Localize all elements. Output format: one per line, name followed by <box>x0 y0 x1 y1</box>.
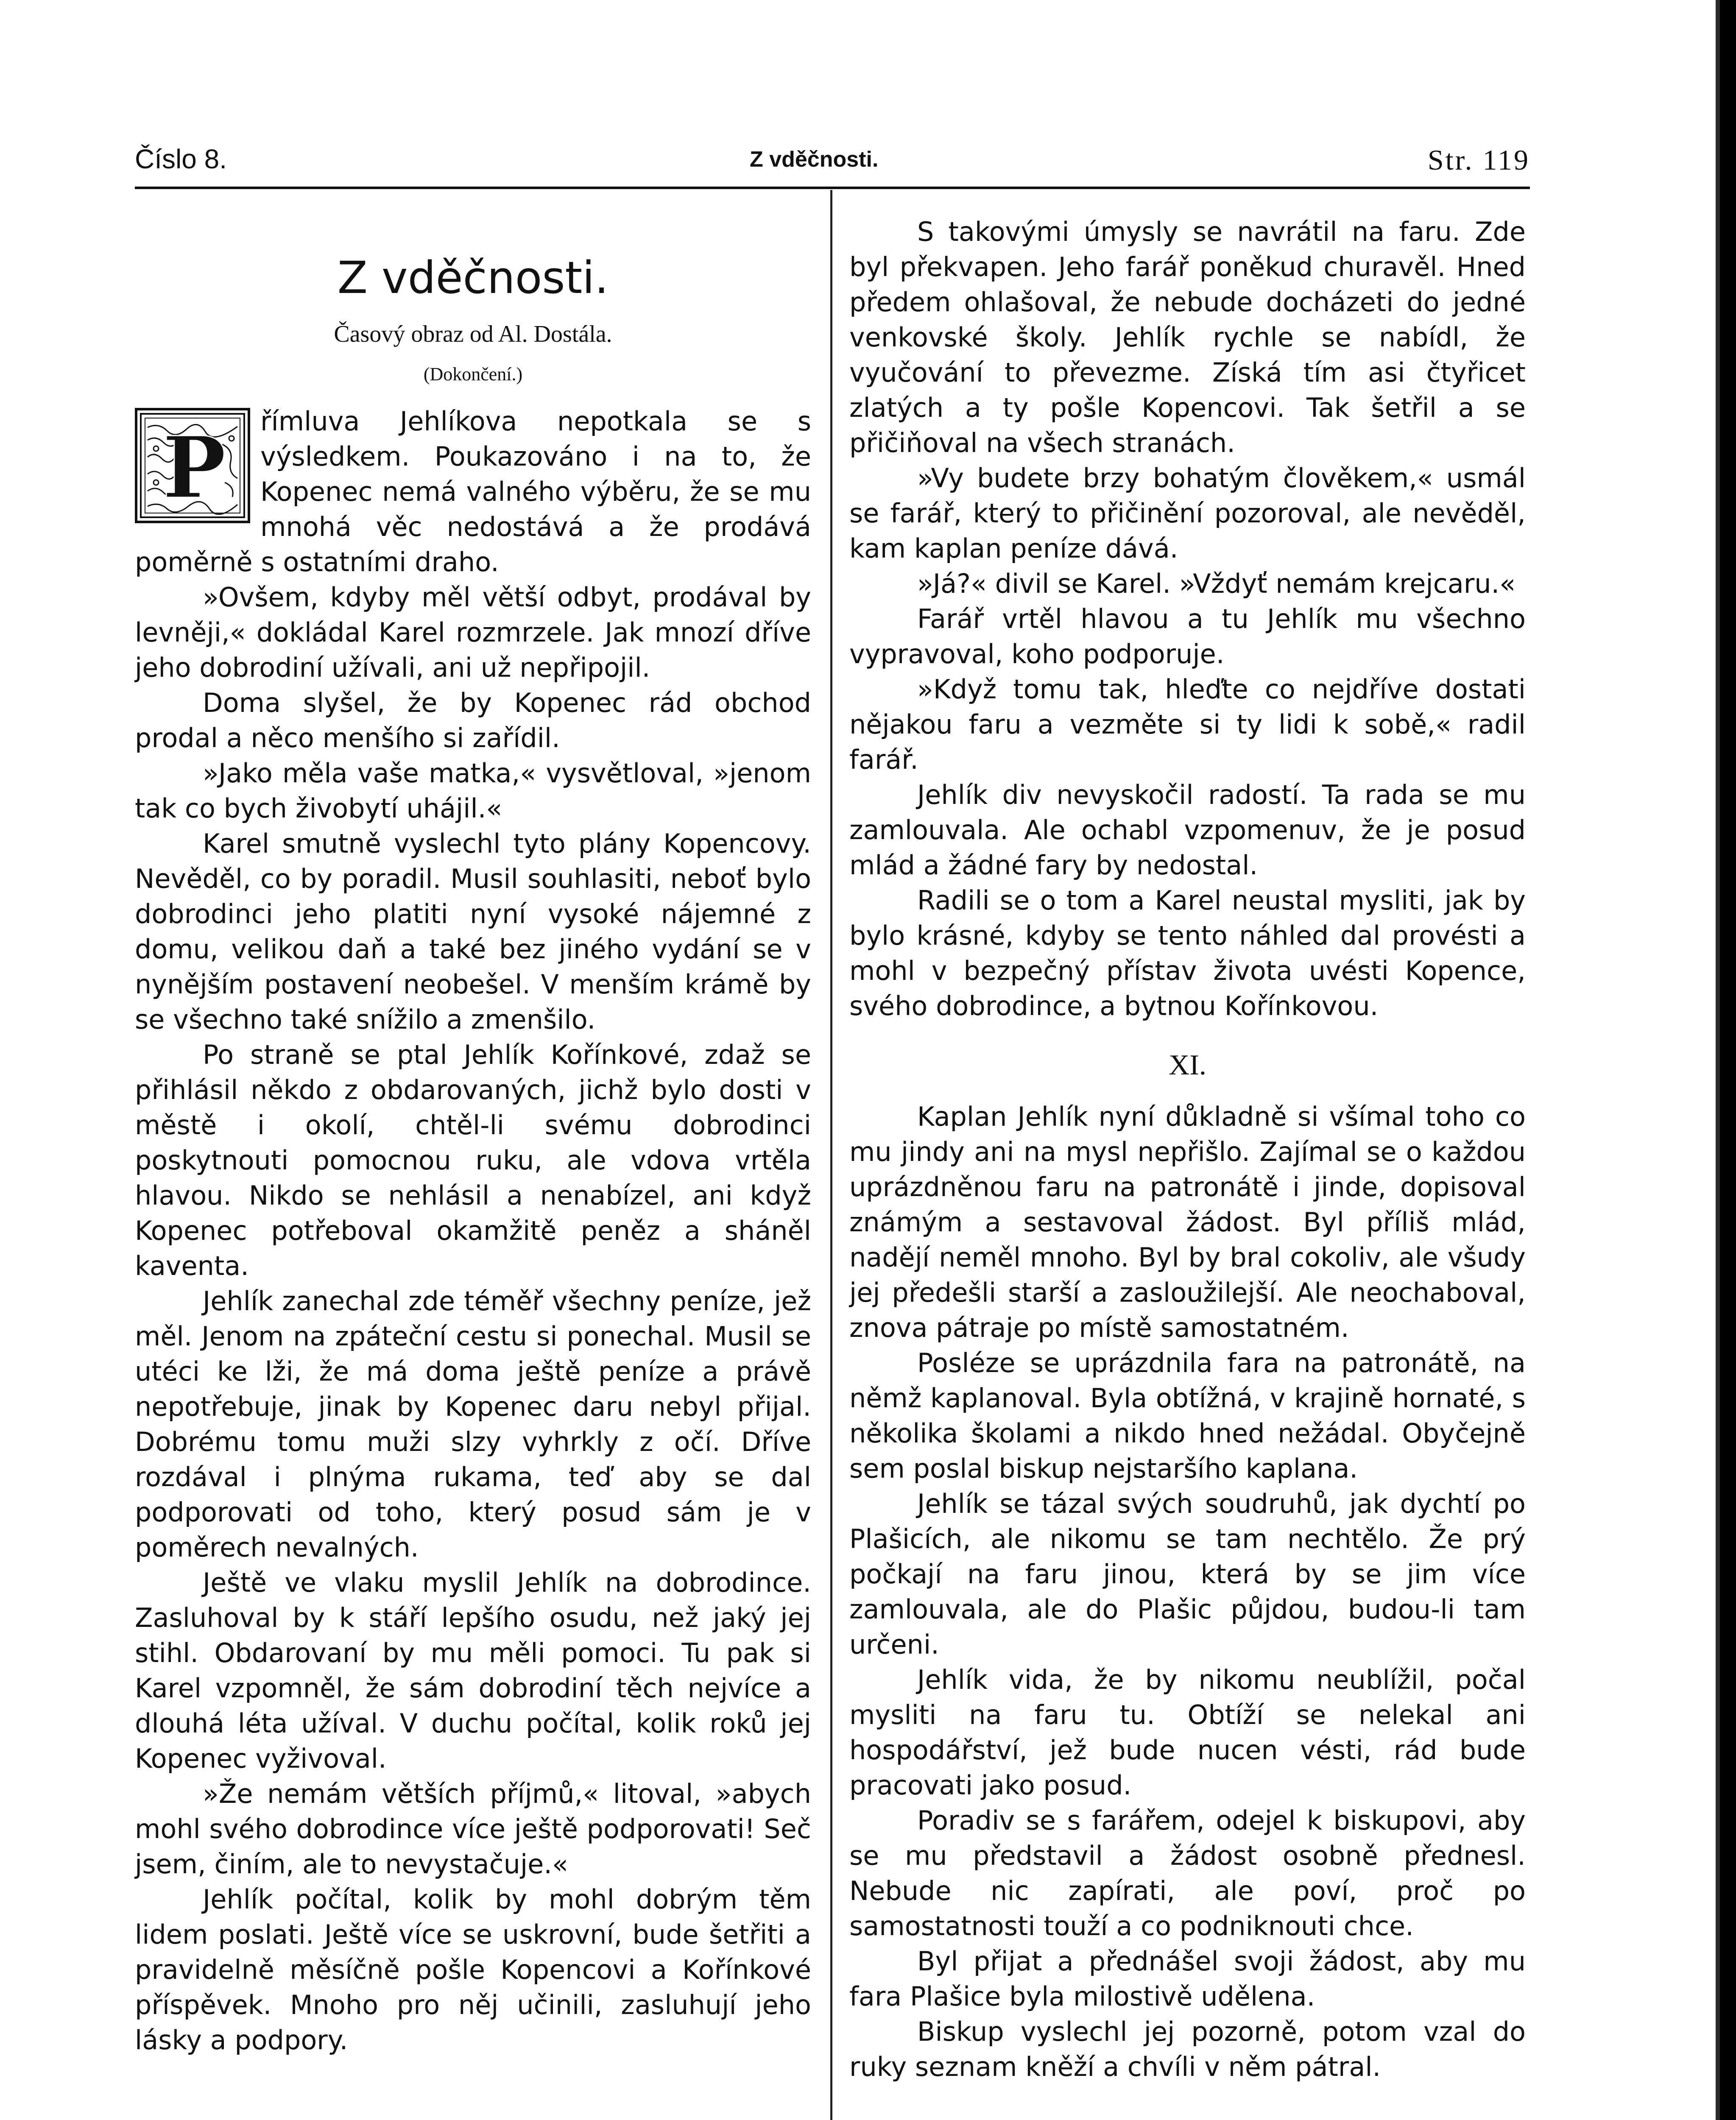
dropcap-letter: P <box>162 418 226 518</box>
right-paragraph-14: Biskup vyslechl jej pozorně, potom vzal do ruky seznam kněží a chvíli v něm pátral. <box>849 2016 1526 2082</box>
left-paragraph-6: Jehlík zanechal zde téměř všechny peníze, jež měl. Jenom na zpáteční cestu si ponechal. Musil se utéci ke lži, že má doma ještě peníze a právě nepotřebuje, jinak by Kopenec daru nebyl přijal. Dobrému tomu muži slzy vyhrkly z očí. Dříve rozdával i plnýma rukama, teď aby se dal podporovati od toho, který posud sám je v poměrech nevalných. <box>135 1286 811 1563</box>
left-column <box>135 212 811 2058</box>
right-paragraph-12: Poradiv se s farářem, odejel k biskupovi, aby se mu představil a žádost osobně přednesl. Nebude nic zapírati, ale poví, proč po samostatnosti touží a co podniknouti chce. <box>849 1805 1526 1941</box>
left-paragraph-7: Ještě ve vlaku myslil Jehlík na dobrodince. Zasluhoval by k stáří lepšího osudu, než jaký jej stihl. Obdarovaní by mu měli pomoci. Tu pak si Karel vzpomněl, že sám dobrodiní těch nejvíce a dlouhá léta užíval. V duchu počítal, kolik roků jej Kopenec vyživoval. <box>135 1567 811 1774</box>
running-head <box>135 135 1530 181</box>
opening-paragraph-text: římluva Jehlíkova nepotkala se s výsledkem. Poukazováno i na to, že Kopenec nemá valného výběru, že se mu mnohá věc nedostává a že prodává poměrně s ostatními draho. <box>135 406 811 577</box>
right-paragraph-1: S takovými úmysly se navrátil na faru. Zde byl překvapen. Jeho farář poněkud churavěl. Hned předem ohlašoval, že nebude docházeti do jedné venkovské školy. Jehlík rychle se nabídl, že vyučování to převezme. Získá tím asi čtyřicet zlatých a ty pošle Kopencovi. Tak šetřil a se přičiňoval na všech stranách. <box>849 216 1526 458</box>
running-title: Z vděčnosti. <box>750 147 879 172</box>
left-paragraph-9: Jehlík počítal, kolik by mohl dobrým těm lidem poslati. Ještě více se uskrovní, bude šetřiti a pravidelně měsíčně pošle Kopencovi a Kořínkové příspěvek. Mnoho pro něj učinili, zasluhují jeho lásky a podpory. <box>135 1884 811 2056</box>
continuation-note: (Dokončení.) <box>423 364 523 385</box>
left-paragraph-2: Doma slyšel, že by Kopenec rád obchod prodal a něco menšího si zařídil. <box>135 687 811 753</box>
left-paragraph-8: »Že nemám větších příjmů,« litoval, »abych mohl svého dobrodince více ještě podporovati! Seč jsem, činím, ale to nevystačuje.« <box>135 1778 811 1880</box>
left-paragraph-5: Po straně se ptal Jehlík Kořínkové, zdaž se přihlásil někdo z obdarovaných, jichž bylo dosti v městě i okolí, chtěl-li svému dobrodinci poskytnouti pomocnou ruku, ale vdova vrtěla hlavou. Nikdo se nehlásil a nenabízel, ani když Kopenec potřeboval okamžitě peněz a sháněl kaventa. <box>135 1039 811 1281</box>
right-paragraph-5: »Když tomu tak, hleďte co nejdříve dostati nějakou faru a vezměte si ty lidi k sobě,« radil farář. <box>849 674 1526 775</box>
scan-edge-shadow <box>1716 0 1720 2120</box>
article-title: Z vděčnosti. <box>337 252 609 304</box>
right-paragraph-4: Farář vrtěl hlavou a tu Jehlík mu všechno vypravoval, koho podporuje. <box>849 603 1526 669</box>
right-paragraph-11: Jehlík vida, že by nikomu neublížil, počal mysliti na faru tu. Obtíží se nelekal ani hospodářství, jež bude nucen vésti, rád bude pracovati jako posud. <box>849 1664 1526 1801</box>
right-paragraph-13: Byl přijat a přednášel svoji žádost, aby mu fara Plašice byla milostivě udělena. <box>849 1946 1526 2012</box>
header-rule <box>135 187 1530 189</box>
right-paragraph-2: »Vy budete brzy bohatým člověkem,« usmál se farář, který to přičinění pozoroval, ale nevěděl, kam kaplan peníze dává. <box>849 463 1526 564</box>
article-subtitle: Časový obraz od Al. Dostála. <box>334 321 612 347</box>
opening-paragraph <box>135 404 811 580</box>
right-paragraph-3: »Já?« divil se Karel. »Vždyť nemám krejcaru.« <box>917 568 1516 599</box>
column-rule <box>830 190 832 2120</box>
section-heading: XI. <box>1169 1049 1206 1081</box>
dropcap-ornament-icon <box>137 410 248 521</box>
right-paragraph-6: Jehlík div nevyskočil radostí. Ta rada se mu zamlouvala. Ale ochabl vzpomenuv, že je posud mlád a žádné fary by nedostal. <box>849 779 1526 881</box>
dropcap-initial <box>135 408 250 523</box>
left-paragraph-1: »Ovšem, kdyby měl větší odbyt, prodával by levněji,« dokládal Karel rozmrzele. Jak mnozí dříve jeho dobrodiní užívali, ani už nepřipojil. <box>135 582 811 683</box>
right-paragraph-9: Posléze se uprázdnila fara na patronátě, na němž kaplanoval. Byla obtížná, v krajině hornaté, s několika školami a nikdo hned nežádal. Obyčejně sem poslal biskup nejstaršího kaplana. <box>849 1347 1526 1484</box>
left-paragraph-3: »Jako měla vaše matka,« vysvětloval, »jenom tak co bych živobytí uhájil.« <box>135 758 811 824</box>
issue-number: Číslo 8. <box>135 144 227 174</box>
right-paragraph-7: Radili se o tom a Karel neustal mysliti, jak by bylo krásné, kdyby se tento náhled dal provésti a mohl v bezpečný přístav života uvésti Kopence, svého dobrodince, a bytnou Kořínkovou. <box>849 885 1526 1021</box>
right-paragraph-8: Kaplan Jehlík nyní důkladně si všímal toho co mu jindy ani na mysl nepřišlo. Zajímal se o každou uprázdněnou faru na patronátě i jinde, dopisoval známým a sestavoval žádost. Byl příliš mlád, nadějí neměl mnoho. Byl by bral cokoliv, ale všudy jej předešli starší a zasloužilejší. Ale neochaboval, znova pátraje po místě samostatném. <box>849 1101 1526 1343</box>
right-column <box>849 214 1526 2084</box>
scan-edge <box>1720 0 1736 2120</box>
left-paragraph-4: Karel smutně vyslechl tyto plány Kopencovy. Nevěděl, co by poradil. Musil souhlasiti, neboť bylo dobrodinci jeho platiti nyní vysoké nájemné z domu, velikou daň a také bez jiného vydání se v nynějším postavení neobešel. V menším krámě by se všechno také snížilo a zmenšilo. <box>135 828 811 1035</box>
page-number: Str. 119 <box>1427 144 1530 176</box>
right-paragraph-10: Jehlík se tázal svých soudruhů, jak dychtí po Plašicích, ale nikomu se tam nechtělo. Že prý počkají na faru jinou, která by se jim více zamlouvala, ale do Plašic půjdou, budou-li tam určeni. <box>849 1488 1526 1660</box>
